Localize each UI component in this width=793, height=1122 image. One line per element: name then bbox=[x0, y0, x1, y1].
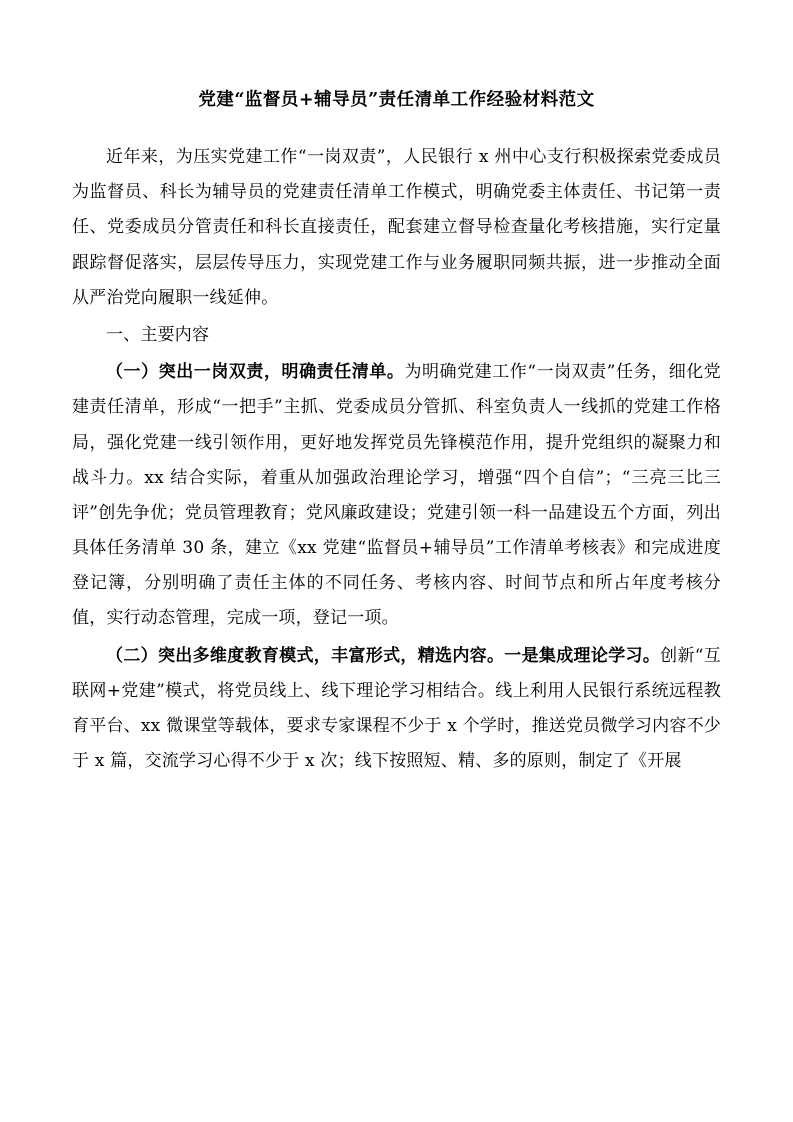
paragraph-text: 创新“互联网+党建”模式，将党员线上、线下理论学习相结合。线上利用人民银行系统远程教育平台、xx 微课堂等载体，要求专家课程不少于 x 个学时，推送党员微学习内容不少于 x 篇，交流学习心得不少于 x 次；线下按照短、精、多的原则，制定了《开展 bbox=[72, 645, 721, 772]
document-body bbox=[72, 140, 721, 779]
paragraph-lead-bold: （一）突出一岗双责，明确责任清单。 bbox=[106, 362, 405, 383]
paragraph-text: 近年来，为压实党建工作“一岗双责”，人民银行 x 州中心支行积极探索党委成员为监督员、科长为辅导员的党建责任清单工作模式，明确党委主体责任、书记第一责任、党委成员分管责任和科长直接责任，配套建立督导检查量化考核措施，实行定量跟踪督促落实，层层传导压力，实现党建工作与业务履职同频共振，进一步推动全面从严治党向履职一线延伸。 bbox=[72, 147, 721, 308]
paragraph-text: 一、主要内容 bbox=[106, 324, 210, 345]
paragraph-text: 为明确党建工作“一岗双责”任务，细化党建责任清单，形成“一把手”主抓、党委成员分管抓、科室负责人一线抓的党建工作格局，强化党建一线引领作用，更好地发挥党员先锋模范作用，提升党组织的凝聚力和战斗力。xx 结合实际，着重从加强政治理论学习，增强“四个自信”；“三亮三比三评”创先争优；党员管理教育；党风廉政建设；党建引领一科一品建设五个方面，列出具体任务清单 30 条，建立《xx 党建“监督员+辅导员”工作清单考核表》和完成进度登记簿，分别明确了责任主体的不同任务、考核内容、时间节点和所占年度考核分值，实行动态管理，完成一项，登记一项。 bbox=[72, 362, 721, 629]
paragraph-section-one bbox=[72, 318, 721, 353]
paragraph-intro bbox=[72, 140, 721, 316]
paragraph-item-one bbox=[72, 355, 721, 637]
paragraph-item-two bbox=[72, 639, 721, 780]
document-title: 党建“监督员+辅导员”责任清单工作经验材料范文 bbox=[198, 90, 595, 110]
paragraph-lead-bold: （二）突出多维度教育模式，丰富形式，精选内容。一是集成理论学习。 bbox=[106, 645, 661, 666]
